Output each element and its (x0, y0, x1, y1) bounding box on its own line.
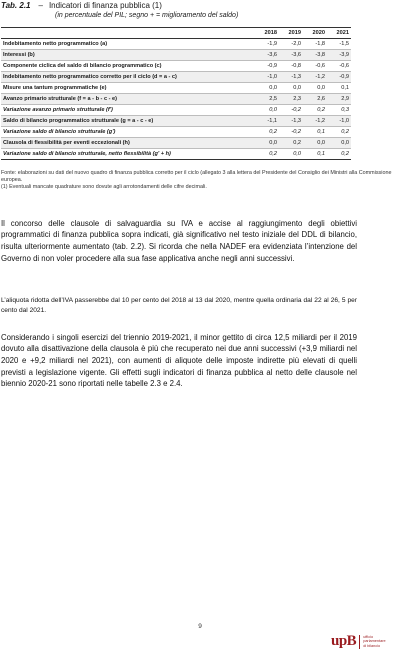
table-row (1, 127, 351, 138)
row-label: Saldo di bilancio programmatico strutturale (g = a - c - e) (1, 116, 255, 127)
row-value: -1,8 (303, 39, 327, 50)
table-label: Tab. 2.1 (1, 1, 31, 10)
table-row (1, 94, 351, 105)
footnote-1: (1) Eventuali mancate quadrature sono dovute agli arrotondamenti delle cifre decimali. (1, 184, 207, 190)
caption-dash: – (38, 1, 43, 10)
row-label: Variazione avanzo primario strutturale (f') (1, 105, 255, 116)
paragraph-2: L’aliquota ridotta dell’IVA passerebbe dal 10 per cento del 2018 al 13 dal 2020, mentre quella ordinaria dal 22 al 26, 5 per cento dal 2021. (1, 296, 357, 314)
row-value: 2,5 (255, 94, 279, 105)
row-value: -1,1 (255, 116, 279, 127)
row-value: -0,9 (327, 72, 351, 83)
row-value: 0,2 (255, 127, 279, 138)
logo-text-line: ufficio (363, 634, 374, 639)
source-note: Fonte: elaborazioni su dati del nuovo quadro di finanza pubblica corretto per il ciclo (allegato 3 alla lettera del Presidente del Consiglio dei Ministri alla Commissione europea. (1, 170, 392, 183)
row-value: 2,6 (303, 94, 327, 105)
row-value: -1,2 (303, 116, 327, 127)
row-value: 0,0 (255, 83, 279, 94)
table-notes (1, 170, 393, 191)
row-value: -1,5 (327, 39, 351, 50)
paragraph-3: Considerando i singoli esercizi del triennio 2019-2021, il minor gettito di circa 12,5 miliardi per il 2019 dovuto alla disattivazione della clausola è più che recuperato nei due anni successivi (+3,9 miliardi nel 2020 e +9,2 miliardi nel 2021), con aumenti di aliquote delle imposte indirette più elevati di quelli previsti a legislazione vigente. Gli effetti sugli indicatori di finanza pubblica al netto delle clausole nel biennio 2020-21 sono riportati nelle tabelle 2.3 e 2.4. (1, 332, 357, 389)
table-body (1, 39, 351, 160)
table-row (1, 72, 351, 83)
header-year-cell: 2019 (279, 28, 303, 39)
paragraph-1: Il concorso delle clausole di salvaguardia su IVA e accise al raggiungimento degli obiettivi programmatici di finanza pubblica sopra indicati, già significativo nel testo iniziale del DDL di bilancio, risulta ulteriormente aumentato (tab. 2.2). Si ricorda che nella NADEF era evidenziata l’intenzione del Governo di non voler procedere alla sua fase applicativa anche negli anni successivi. (1, 218, 357, 263)
row-value: 0,2 (255, 149, 279, 160)
row-value: 0,0 (327, 138, 351, 149)
row-value: 0,0 (255, 138, 279, 149)
row-value: -1,2 (303, 72, 327, 83)
row-value: 0,1 (327, 83, 351, 94)
finance-indicators-table (1, 27, 351, 160)
table-row (1, 83, 351, 94)
table-title: Indicatori di finanza pubblica (1) (48, 1, 162, 10)
row-value: -0,6 (327, 61, 351, 72)
row-label: Clausola di flessibilità per eventi eccezionali (h) (1, 138, 255, 149)
row-value: 0,0 (279, 149, 303, 160)
caption-title-line (1, 1, 162, 10)
row-value: 2,9 (327, 94, 351, 105)
logo-text-line: parlamentare (363, 639, 386, 644)
logo-mark: upB (331, 633, 357, 649)
row-value: -0,2 (279, 105, 303, 116)
table-row (1, 39, 351, 50)
header-year-cell: 2020 (303, 28, 327, 39)
page-number: 9 (198, 623, 202, 630)
row-value: -3,6 (279, 50, 303, 61)
row-label: Indebitamento netto programmatico (a) (1, 39, 255, 50)
row-value: -2,0 (279, 39, 303, 50)
table-row (1, 105, 351, 116)
row-value: 0,0 (303, 83, 327, 94)
table-row (1, 50, 351, 61)
upb-logo (331, 633, 386, 650)
row-value: -1,3 (279, 116, 303, 127)
logo-text (363, 635, 385, 648)
row-value: 0,2 (327, 127, 351, 138)
logo-text-line: di bilancio (363, 643, 381, 648)
row-value: -3,9 (327, 50, 351, 61)
row-value: -1,3 (279, 72, 303, 83)
row-value: 0,2 (279, 138, 303, 149)
row-value: -1,9 (255, 39, 279, 50)
table-header-row (1, 28, 351, 39)
row-label: Componente ciclica del saldo di bilancio programmatico (c) (1, 61, 255, 72)
row-value: 0,0 (255, 105, 279, 116)
row-label: Variazione saldo di bilancio strutturale (g') (1, 127, 255, 138)
row-value: 0,1 (303, 149, 327, 160)
row-label: Variazione saldo di bilancio strutturale, netto flessibilità (g' + h) (1, 149, 255, 160)
row-value: -0,9 (255, 61, 279, 72)
table-row (1, 61, 351, 72)
header-year-cell: 2018 (255, 28, 279, 39)
table-row (1, 138, 351, 149)
row-value: -0,6 (303, 61, 327, 72)
row-value: -3,8 (303, 50, 327, 61)
row-value: 0,2 (303, 105, 327, 116)
header-year-cell: 2021 (327, 28, 351, 39)
row-value: 0,1 (303, 127, 327, 138)
row-value: -3,6 (255, 50, 279, 61)
row-value: 0,0 (279, 83, 303, 94)
row-value: -0,2 (279, 127, 303, 138)
row-label: Misure una tantum programmatiche (e) (1, 83, 255, 94)
row-value: 2,3 (279, 94, 303, 105)
row-label: Avanzo primario strutturale (f = a - b - c - e) (1, 94, 255, 105)
row-value: -1,0 (327, 116, 351, 127)
logo-divider (359, 635, 360, 649)
row-label: Interessi (b) (1, 50, 255, 61)
table-row (1, 116, 351, 127)
row-value: 0,0 (303, 138, 327, 149)
row-value: -0,8 (279, 61, 303, 72)
row-value: 0,3 (327, 105, 351, 116)
row-value: -1,0 (255, 72, 279, 83)
header-label-cell (1, 28, 255, 39)
row-label: Indebitamento netto programmatico corretto per il ciclo (d = a - c) (1, 72, 255, 83)
row-value: 0,2 (327, 149, 351, 160)
table-subtitle: (in percentuale del PIL; segno + = miglioramento del saldo) (55, 12, 239, 19)
table-row (1, 149, 351, 160)
